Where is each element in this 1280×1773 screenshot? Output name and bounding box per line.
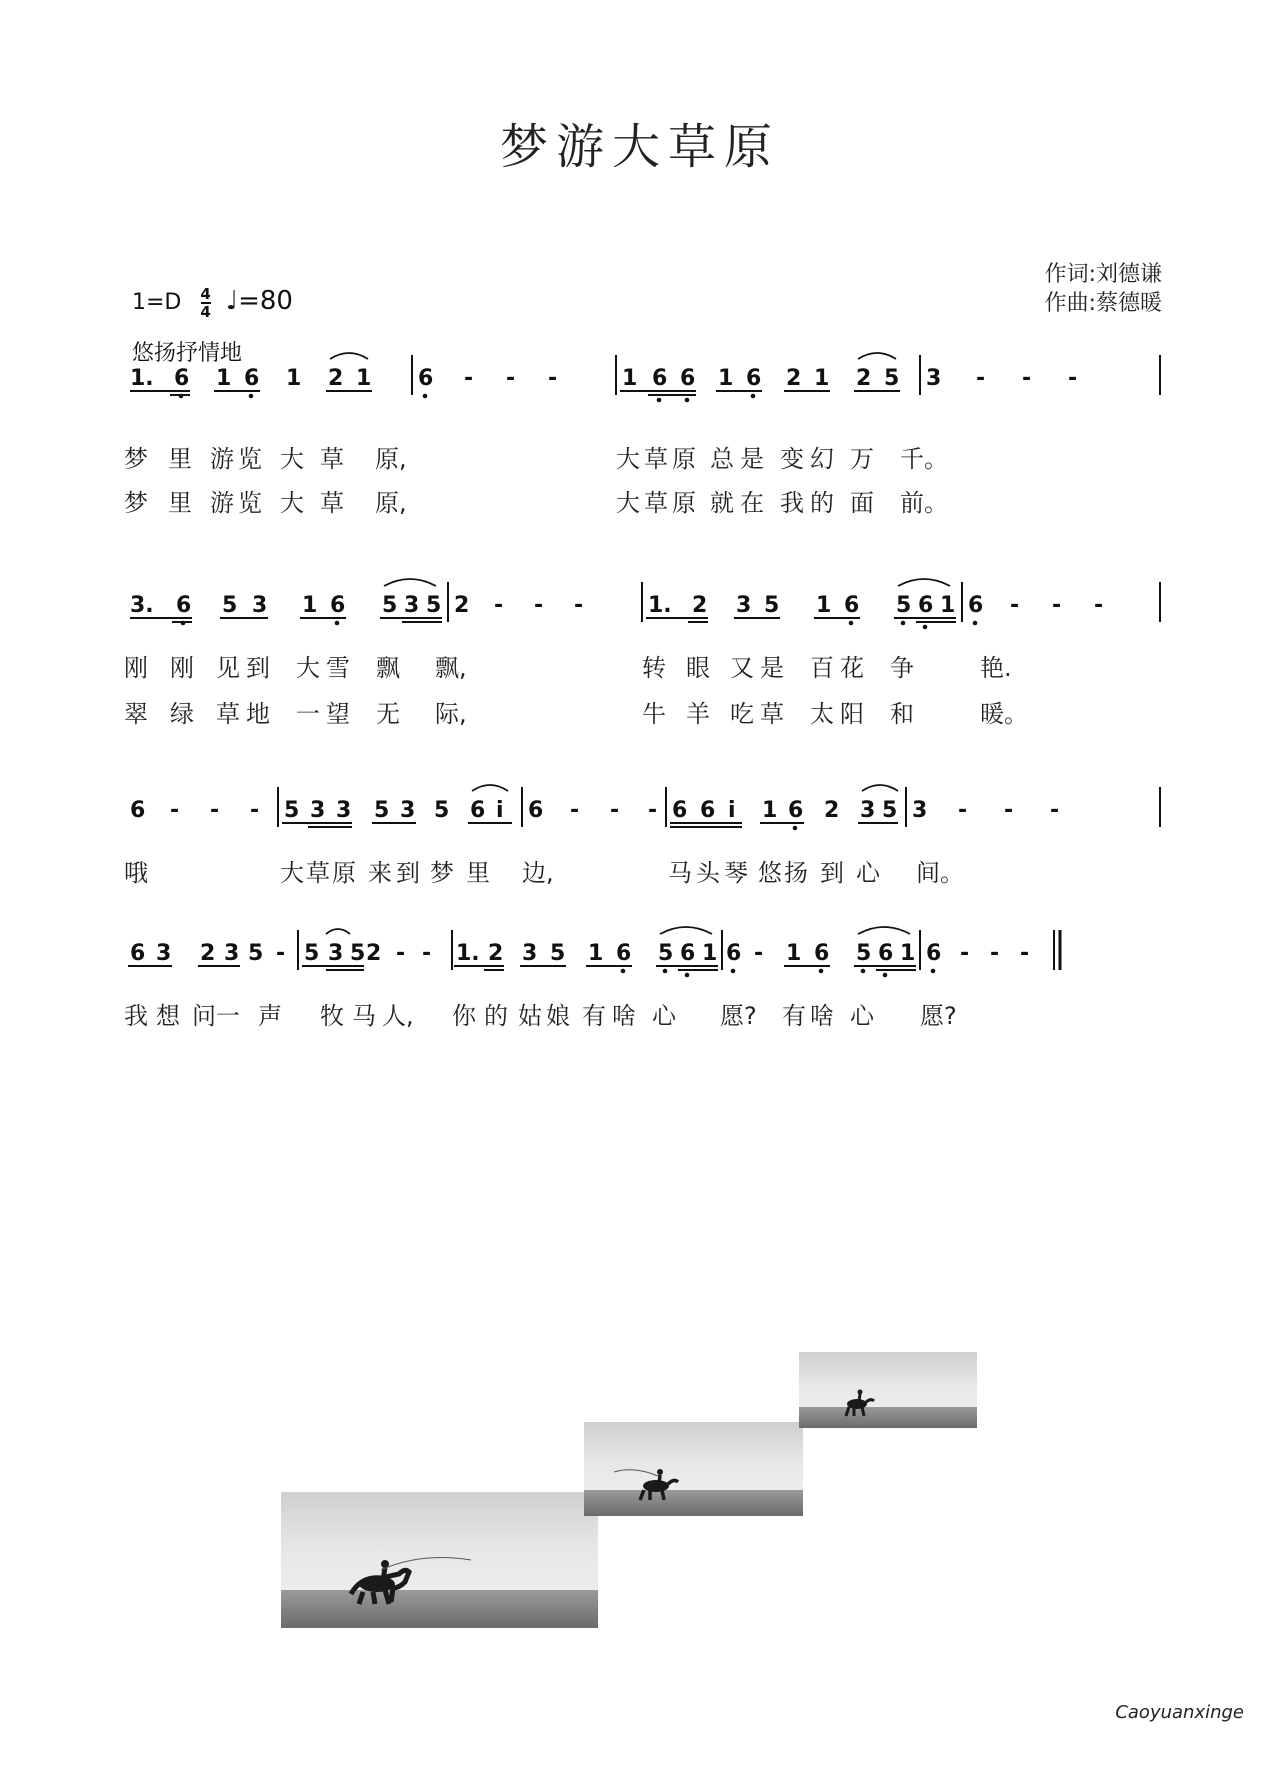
composer-credit: 作曲:蔡德暖 xyxy=(1044,291,1162,316)
note: 5 xyxy=(658,941,674,966)
dash: - xyxy=(1010,593,1020,618)
note: 1 xyxy=(588,941,604,966)
slur xyxy=(858,353,896,359)
notation-line-2-svg xyxy=(124,582,1170,752)
low-octave-dot xyxy=(883,973,888,978)
note: 5 xyxy=(434,798,450,823)
lyric-char: 原, xyxy=(375,489,407,517)
lyrics-verse-1 xyxy=(124,445,948,473)
lyric-char: 声 xyxy=(258,1002,282,1030)
note: 2 xyxy=(488,941,504,966)
note: 6 xyxy=(330,593,346,618)
note: 5 xyxy=(222,593,238,618)
lyric-char: 原 xyxy=(672,489,696,517)
note: 3 xyxy=(328,941,344,966)
lyric-char: 牧 xyxy=(320,1002,344,1030)
slur xyxy=(330,353,368,359)
low-octave-dot xyxy=(249,394,254,399)
note: 1 xyxy=(940,593,956,618)
note: 6 xyxy=(878,941,894,966)
lyric-char: 大 xyxy=(296,654,320,682)
expression-marking: 悠扬抒情地 xyxy=(132,341,243,366)
lyric-char: 地 xyxy=(246,700,270,728)
low-octave-dot xyxy=(423,394,428,399)
lyric-char: 在 xyxy=(740,489,764,517)
low-octave-dot xyxy=(731,969,736,974)
horseman-photo-small xyxy=(799,1352,977,1428)
lyric-char: 梦 xyxy=(430,859,454,887)
lyric-char: 雪 xyxy=(326,654,350,682)
low-octave-dot xyxy=(621,969,626,974)
lyric-char: 马 xyxy=(668,859,692,887)
note: 5 xyxy=(284,798,300,823)
note: 6 xyxy=(746,366,762,391)
dash: - xyxy=(1050,798,1060,823)
lyric-char: 刚 xyxy=(170,654,194,682)
note: 5 xyxy=(856,941,872,966)
lyric-char: 想 xyxy=(156,1002,180,1030)
dash: - xyxy=(534,593,544,618)
lyric-char: 见 xyxy=(216,654,240,682)
horseman-silhouette-icon xyxy=(281,1492,598,1628)
note: 1 xyxy=(816,593,832,618)
dash: - xyxy=(570,798,580,823)
key-label: 1=D xyxy=(132,290,182,315)
slur xyxy=(384,579,436,586)
lyric-char: 一 xyxy=(296,700,320,728)
lyric-char: 大 xyxy=(616,489,640,517)
lyric-char: 万 xyxy=(850,445,874,473)
slur xyxy=(660,927,712,934)
note: 6 xyxy=(788,798,804,823)
lyric-char: 眼 xyxy=(686,654,710,682)
lyric-char: 牛 xyxy=(642,700,666,728)
note: 1 xyxy=(302,593,318,618)
dash: - xyxy=(506,366,516,391)
lyric-char: 马 xyxy=(352,1002,376,1030)
note: 2 xyxy=(856,366,872,391)
note: 1 xyxy=(702,941,718,966)
note: 1. xyxy=(648,593,672,618)
note: 6 xyxy=(244,366,260,391)
dash: - xyxy=(976,366,986,391)
lyric-char: 间。 xyxy=(916,859,964,887)
note: 1 xyxy=(900,941,916,966)
dash: - xyxy=(1020,941,1030,966)
lyric-char: 际, xyxy=(435,700,467,728)
dash: - xyxy=(958,798,968,823)
lyric-char: 原 xyxy=(332,859,356,887)
lyric-char: 扬 xyxy=(784,859,808,887)
note: 6 xyxy=(652,366,668,391)
lyric-char: 刚 xyxy=(124,654,148,682)
note: 6 xyxy=(672,798,688,823)
dash: - xyxy=(464,366,474,391)
lyricist-credit: 作词:刘德谦 xyxy=(1044,262,1162,287)
lyric-char: 是 xyxy=(760,654,784,682)
notation-line-2 xyxy=(124,582,1170,752)
lyric-char: 我 xyxy=(124,1002,148,1030)
low-octave-dot xyxy=(685,398,690,403)
notation-line-1-svg xyxy=(124,355,1170,525)
low-octave-dot xyxy=(931,969,936,974)
dash: - xyxy=(1068,366,1078,391)
key-signature xyxy=(132,286,293,320)
lyric-char: 草 xyxy=(320,445,344,473)
note: 6 xyxy=(680,366,696,391)
note: 1 xyxy=(286,366,302,391)
lyrics-verse-1 xyxy=(124,859,964,887)
note: 1 xyxy=(356,366,372,391)
time-bottom: 4 xyxy=(200,303,211,321)
dash: - xyxy=(1052,593,1062,618)
lyric-char: 里 xyxy=(168,445,192,473)
notation-line-3-svg xyxy=(124,787,1170,897)
horseman-silhouette-icon xyxy=(799,1352,977,1428)
notation-line-1 xyxy=(124,355,1170,525)
lyric-char: 大 xyxy=(280,489,304,517)
lyric-char: 到 xyxy=(396,859,420,887)
lyric-char: 悠 xyxy=(758,859,782,887)
note: 1 xyxy=(216,366,232,391)
note: 6 xyxy=(470,798,486,823)
lyric-char: 有 xyxy=(582,1002,606,1030)
lyric-char: 草 xyxy=(320,489,344,517)
slur xyxy=(862,785,898,791)
lyric-char: 原, xyxy=(375,445,407,473)
lyric-char: 问一 xyxy=(192,1002,240,1030)
note: 6 xyxy=(926,941,942,966)
lyric-char: 梦 xyxy=(124,489,148,517)
note: 5 xyxy=(374,798,390,823)
lyric-char: 娘 xyxy=(546,1002,570,1030)
lyric-char: 心 xyxy=(652,1002,676,1030)
note: 3 xyxy=(736,593,752,618)
notation-line-4 xyxy=(124,930,1170,1040)
lyric-char: 啥 xyxy=(612,1002,636,1030)
dash: - xyxy=(422,941,432,966)
slur xyxy=(858,927,910,934)
dash: - xyxy=(548,366,558,391)
lyric-char: 边, xyxy=(522,859,554,887)
time-signature xyxy=(200,286,210,320)
lyric-char: 的 xyxy=(484,1002,508,1030)
song-title: 梦游大草原 xyxy=(499,119,780,175)
note: 3 xyxy=(404,593,420,618)
lyric-char: 花 xyxy=(840,654,864,682)
note: 6 xyxy=(616,941,632,966)
note: 2 xyxy=(454,593,470,618)
slur xyxy=(898,579,950,586)
low-octave-dot xyxy=(901,621,906,626)
note: 6 xyxy=(814,941,830,966)
dash: - xyxy=(210,798,220,823)
low-octave-dot xyxy=(751,394,756,399)
lyric-char: 有 xyxy=(782,1002,806,1030)
slur xyxy=(326,929,350,934)
lyric-char: 姑 xyxy=(518,1002,542,1030)
lyric-char: 羊 xyxy=(686,700,710,728)
note: 3 xyxy=(926,366,942,391)
low-octave-dot xyxy=(861,969,866,974)
note: 2 xyxy=(366,941,382,966)
lyric-char: 草 xyxy=(216,700,240,728)
lyrics-verse-2 xyxy=(124,700,1028,728)
lyric-char: 览 xyxy=(238,445,262,473)
note: 6 xyxy=(130,798,146,823)
lyric-char: 里 xyxy=(168,489,192,517)
lyric-char: 游 xyxy=(210,489,234,517)
note: 2 xyxy=(824,798,840,823)
note: 2 xyxy=(200,941,216,966)
dash: - xyxy=(574,593,584,618)
time-top: 4 xyxy=(200,285,211,303)
note: 6 xyxy=(418,366,434,391)
note: 6 xyxy=(918,593,934,618)
note: 2 xyxy=(328,366,344,391)
note: 5 xyxy=(884,366,900,391)
note: 3 xyxy=(400,798,416,823)
note: 1 xyxy=(786,941,802,966)
note: 1. xyxy=(456,941,480,966)
lyric-char: 哦 xyxy=(124,859,148,887)
lyric-char: 百 xyxy=(810,654,834,682)
lyrics-verse-2 xyxy=(124,489,948,517)
lyric-char: 大 xyxy=(616,445,640,473)
note: 3 xyxy=(860,798,876,823)
dash: - xyxy=(960,941,970,966)
dash: - xyxy=(396,941,406,966)
lyric-char: 总 xyxy=(710,445,734,473)
lyric-char: 飘, xyxy=(435,654,467,682)
note: i xyxy=(728,798,736,823)
lyric-char: 来 xyxy=(368,859,392,887)
dash: - xyxy=(250,798,260,823)
dash: - xyxy=(648,798,658,823)
note: 6 xyxy=(726,941,742,966)
lyric-char: 草 xyxy=(644,489,668,517)
tempo-marking: ♩=80 xyxy=(225,286,293,316)
lyric-char: 大 xyxy=(280,445,304,473)
lyric-char: 琴 xyxy=(724,859,748,887)
lyric-char: 我 xyxy=(780,489,804,517)
lyric-char: 头 xyxy=(696,859,720,887)
lyric-char: 面 xyxy=(850,489,874,517)
note: 3 xyxy=(252,593,268,618)
note: 1. xyxy=(130,366,154,391)
note: 5 xyxy=(304,941,320,966)
lyric-char: 飘 xyxy=(376,654,400,682)
lyric-char: 就 xyxy=(710,489,734,517)
lyric-char: 前。 xyxy=(900,489,948,517)
lyric-char: 大 xyxy=(280,859,304,887)
note: 3 xyxy=(224,941,240,966)
lyric-char: 太 xyxy=(810,700,834,728)
note: 3 xyxy=(310,798,326,823)
lyric-char: 翠 xyxy=(124,700,148,728)
note: 6 xyxy=(844,593,860,618)
lyric-char: 暖。 xyxy=(980,700,1028,728)
lyric-char: 心 xyxy=(850,1002,874,1030)
note: 1 xyxy=(814,366,830,391)
low-octave-dot xyxy=(973,621,978,626)
dash: - xyxy=(754,941,764,966)
note: 5 xyxy=(382,593,398,618)
note: 6 xyxy=(680,941,696,966)
lyric-char: 览 xyxy=(238,489,262,517)
note: 5 xyxy=(248,941,264,966)
horseman-photo-medium xyxy=(584,1422,803,1516)
note: 5 xyxy=(550,941,566,966)
lyric-char: 幻 xyxy=(810,445,834,473)
note: 2 xyxy=(692,593,708,618)
lyric-char: 吃 xyxy=(730,700,754,728)
note: 6 xyxy=(528,798,544,823)
note: 3 xyxy=(336,798,352,823)
low-octave-dot xyxy=(685,973,690,978)
low-octave-dot xyxy=(335,621,340,626)
note: 5 xyxy=(882,798,898,823)
lyric-char: 愿? xyxy=(720,1002,757,1030)
low-octave-dot xyxy=(849,621,854,626)
note: 1 xyxy=(718,366,734,391)
lyric-char: 阳 xyxy=(840,700,864,728)
lyric-char: 人, xyxy=(382,1002,414,1030)
dash: - xyxy=(610,798,620,823)
note: 5 xyxy=(764,593,780,618)
low-octave-dot xyxy=(657,398,662,403)
lyric-char: 争 xyxy=(890,654,914,682)
note: 5 xyxy=(896,593,912,618)
lyric-char: 心 xyxy=(856,859,880,887)
notation-line-4-svg xyxy=(124,930,1170,1040)
lyric-char: 你 xyxy=(452,1002,476,1030)
dash: - xyxy=(1004,798,1014,823)
lyric-char: 是 xyxy=(740,445,764,473)
note: 6 xyxy=(130,941,146,966)
lyric-char: 望 xyxy=(326,700,350,728)
note: 1 xyxy=(762,798,778,823)
lyric-char: 绿 xyxy=(170,700,194,728)
notation-line-3 xyxy=(124,787,1170,897)
dash: - xyxy=(990,941,1000,966)
lyric-char: 千。 xyxy=(900,445,948,473)
watermark: Caoyuanxinge xyxy=(1115,1702,1244,1723)
dash: - xyxy=(170,798,180,823)
note: 6 xyxy=(700,798,716,823)
low-octave-dot xyxy=(663,969,668,974)
lyric-char: 到 xyxy=(246,654,270,682)
lyric-char: 啥 xyxy=(810,1002,834,1030)
lyric-char: 愿? xyxy=(920,1002,957,1030)
dash: - xyxy=(494,593,504,618)
low-octave-dot xyxy=(923,625,928,630)
note: 3 xyxy=(912,798,928,823)
note: 1 xyxy=(622,366,638,391)
lyric-char: 原 xyxy=(672,445,696,473)
note: 5 xyxy=(426,593,442,618)
note: 2 xyxy=(786,366,802,391)
note: 3 xyxy=(156,941,172,966)
note: 6 xyxy=(968,593,984,618)
note: 6 xyxy=(176,593,192,618)
dash: - xyxy=(1094,593,1104,618)
lyric-char: 和 xyxy=(890,700,914,728)
low-octave-dot xyxy=(793,826,798,831)
note: 5 xyxy=(350,941,366,966)
lyric-char: 艳. xyxy=(980,654,1012,682)
horseman-silhouette-icon xyxy=(584,1422,803,1516)
slur xyxy=(472,785,508,791)
low-octave-dot xyxy=(819,969,824,974)
lyric-char: 无 xyxy=(376,700,400,728)
note: 6 xyxy=(174,366,190,391)
note: i xyxy=(496,798,504,823)
lyrics-verse-1 xyxy=(124,654,1012,682)
lyric-char: 的 xyxy=(810,489,834,517)
lyric-char: 到 xyxy=(820,859,844,887)
horseman-photo-large xyxy=(281,1492,598,1628)
credits xyxy=(1045,260,1162,318)
dash: - xyxy=(1022,366,1032,391)
lyric-char: 草 xyxy=(644,445,668,473)
lyrics-verse-1 xyxy=(124,1002,957,1030)
lyric-char: 草 xyxy=(760,700,784,728)
lyric-char: 梦 xyxy=(124,445,148,473)
lyric-char: 草 xyxy=(306,859,330,887)
lyric-char: 变 xyxy=(780,445,804,473)
lyric-char: 里 xyxy=(466,859,490,887)
note: 3. xyxy=(130,593,154,618)
lyric-char: 又 xyxy=(730,654,754,682)
note: 3 xyxy=(522,941,538,966)
dash: - xyxy=(276,941,286,966)
lyric-char: 游 xyxy=(210,445,234,473)
lyric-char: 转 xyxy=(642,654,666,682)
